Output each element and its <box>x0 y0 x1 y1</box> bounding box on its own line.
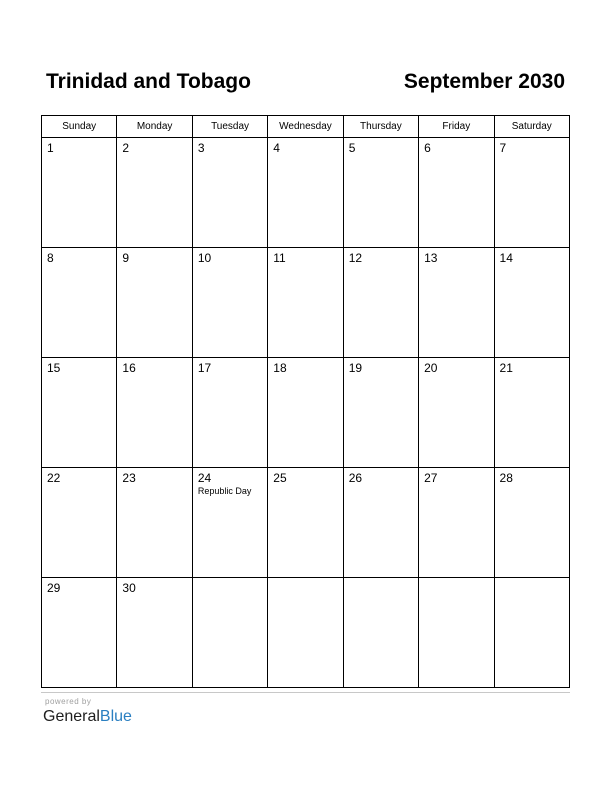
weekday-header: Wednesday <box>268 116 343 138</box>
day-number <box>419 578 493 582</box>
weekday-header: Saturday <box>494 116 569 138</box>
day-number: 8 <box>47 251 54 265</box>
day-cell <box>343 248 418 358</box>
day-cell <box>117 138 192 248</box>
day-number: 7 <box>499 141 507 155</box>
day-number: 24 <box>197 471 212 485</box>
holiday-label: Republic Day <box>197 486 252 496</box>
day-cell-empty <box>343 578 418 688</box>
day-cell-empty <box>268 578 343 688</box>
day-cell <box>268 358 343 468</box>
day-cell <box>494 468 569 578</box>
day-number: 20 <box>424 361 438 375</box>
day-cell <box>42 248 117 358</box>
day-cell-empty <box>419 578 494 688</box>
day-number: 27 <box>424 471 438 485</box>
day-number: 26 <box>348 471 363 485</box>
day-cell <box>494 248 569 358</box>
week-row <box>42 468 570 578</box>
day-number: 1 <box>47 141 54 155</box>
brand-blue-text: Blue <box>99 708 132 725</box>
day-cell <box>419 358 494 468</box>
weekday-header: Monday <box>117 116 192 138</box>
day-number: 23 <box>122 471 136 485</box>
calendar-grid <box>41 115 570 688</box>
day-number: 10 <box>197 251 212 265</box>
day-number: 2 <box>122 141 130 155</box>
day-cell <box>42 358 117 468</box>
calendar-header <box>41 70 565 100</box>
day-number: 19 <box>348 361 363 375</box>
day-cell <box>192 138 267 248</box>
weekday-header: Tuesday <box>192 116 267 138</box>
country-title: Trinidad and Tobago <box>46 70 251 93</box>
day-number: 5 <box>348 141 356 155</box>
day-number: 6 <box>424 141 431 155</box>
day-number: 9 <box>122 251 130 265</box>
brand-general-text: General <box>43 708 100 725</box>
day-cell-empty <box>494 578 569 688</box>
footer <box>41 692 570 725</box>
day-cell <box>192 358 267 468</box>
day-cell-empty <box>192 578 267 688</box>
weekday-header: Friday <box>419 116 494 138</box>
day-number: 11 <box>273 251 286 265</box>
weekday-row <box>42 116 570 138</box>
week-row <box>42 138 570 248</box>
week-row <box>42 358 570 468</box>
weekday-header: Sunday <box>42 116 117 138</box>
day-cell <box>117 578 192 688</box>
day-number: 28 <box>499 471 513 485</box>
week-row <box>42 578 570 688</box>
day-cell <box>268 138 343 248</box>
day-number <box>495 578 569 582</box>
day-number: 21 <box>499 361 513 375</box>
day-number <box>344 578 418 582</box>
day-number: 25 <box>273 471 287 485</box>
day-cell <box>42 138 117 248</box>
day-number: 22 <box>47 471 61 485</box>
day-cell <box>419 138 494 248</box>
day-number: 29 <box>47 581 61 595</box>
day-cell <box>42 468 117 578</box>
day-number: 13 <box>424 251 438 265</box>
day-number <box>268 578 342 582</box>
weekday-header: Thursday <box>343 116 418 138</box>
day-cell <box>419 248 494 358</box>
day-number: 18 <box>273 361 287 375</box>
day-number: 15 <box>47 361 61 375</box>
day-cell <box>42 578 117 688</box>
day-cell <box>343 138 418 248</box>
day-cell <box>268 468 343 578</box>
day-cell <box>117 468 192 578</box>
day-number: 30 <box>122 581 136 595</box>
day-cell <box>419 468 494 578</box>
month-title: September 2030 <box>403 70 565 93</box>
day-cell <box>343 358 418 468</box>
day-cell-holiday <box>192 468 267 578</box>
day-cell <box>268 248 343 358</box>
day-cell <box>343 468 418 578</box>
week-row <box>42 248 570 358</box>
powered-by-text: powered by <box>45 697 92 706</box>
day-cell <box>117 248 192 358</box>
day-number: 4 <box>273 141 280 155</box>
day-cell <box>192 248 267 358</box>
day-number: 14 <box>499 251 513 265</box>
day-number: 17 <box>197 361 212 375</box>
day-number: 16 <box>122 361 136 375</box>
generalblue-logo[interactable] <box>43 708 132 726</box>
day-number: 12 <box>348 251 363 265</box>
day-number: 3 <box>197 141 205 155</box>
day-cell <box>494 358 569 468</box>
day-cell <box>117 358 192 468</box>
day-cell <box>494 138 569 248</box>
day-number <box>193 578 267 582</box>
